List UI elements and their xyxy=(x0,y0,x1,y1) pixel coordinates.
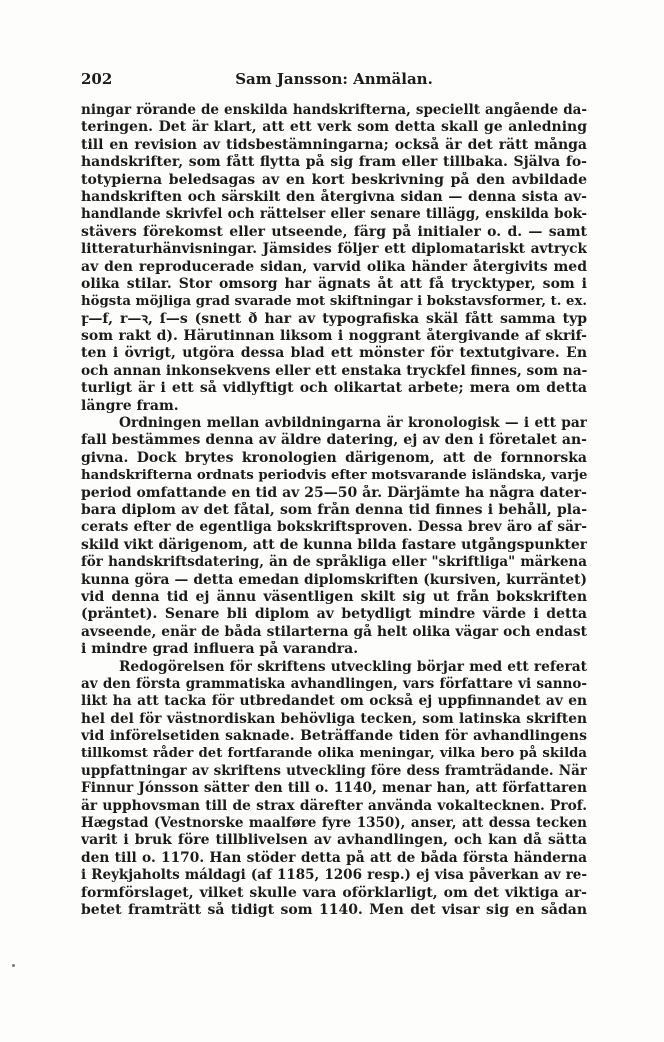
text-line: handlande skrivfel och rättelser eller senare tillägg, enskilda bok- xyxy=(81,206,587,223)
text-line: turligt är i ett så vidlyftigt och olikartat arbete; mera om detta xyxy=(81,380,587,397)
body-text xyxy=(81,102,587,919)
text-line: som rakt d). Härutinnan liksom i noggrant återgivande af skrif- xyxy=(81,328,587,345)
text-line: betet framträtt så tidigt som 1140. Men det visar sig en sådan xyxy=(81,901,587,918)
text-line: i mindre grad influera på varandra. xyxy=(81,641,359,658)
scan-speck xyxy=(12,964,15,967)
text-line: varit i bruk före tillblivelsen av avhandlingen, och kan då sätta xyxy=(81,832,587,849)
text-line: hel del för västnordiskan behövliga tecken, som latinska skriften xyxy=(81,710,587,727)
text-line: bara diplom av det fåtal, som från denna tid finnes i behåll, pla- xyxy=(81,501,587,518)
text-line: likt ha att tacka för utbredandet om också ej uppfinnandet av en xyxy=(81,693,587,710)
text-line: Finnur Jónsson sätter den till o. 1140, menar han, att författaren xyxy=(81,780,587,797)
text-line: ningar rörande de enskilda handskrifterna, speciellt angående da- xyxy=(81,102,587,118)
text-line: vid införelsetiden saknade. Beträffande tiden för avhandlingens xyxy=(81,728,587,745)
text-line: fall bestämmes denna av äldre datering, ej av den i företalet an- xyxy=(81,432,587,449)
text-line: teringen. Det är klart, att ett verk som detta skall ge anledning xyxy=(81,119,587,136)
text-line: för handskriftsdatering, än de språkliga eller "skriftliga" märkena xyxy=(81,554,587,571)
text-line: period omfattande en tid av 25—50 år. Därjämte ha några dater- xyxy=(81,484,587,501)
text-line: ꝼ—f, r—ꝛ, ſ—s (snett ð har av typografiska skäl fått samma typ xyxy=(81,310,587,327)
text-line: (präntet). Senare bli diplom av betydligt mindre värde i detta xyxy=(81,606,587,623)
text-line: i Reykjaholts máldagi (af 1185, 1206 resp.) ej visa påverkan av re- xyxy=(81,867,587,884)
page-header xyxy=(81,70,587,92)
text-line: och annan inkonsekvens eller ett enstaka tryckfel finnes, som na- xyxy=(81,362,587,379)
text-line: handskrifterna ordnats periodvis efter motsvarande isländska, varje xyxy=(81,468,587,484)
text-line: handskrifter, som fått flytta på sig fram eller tillbaka. Själva fo- xyxy=(81,154,587,171)
text-line: av den reproducerade sidan, varvid olika händer återgivits med xyxy=(81,258,587,275)
text-line: avseende, enär de båda stilarterna gå helt olika vägar och endast xyxy=(81,623,587,640)
text-line: kunna göra — detta emedan diplomskriften (kursiven, kurräntet) xyxy=(81,571,587,588)
text-line: tillkomst råder det fortfarande olika meningar, vilka bero på skilda xyxy=(81,746,587,762)
text-line: Redogörelsen för skriftens utveckling börjar med ett referat xyxy=(119,658,587,675)
text-line: cerats efter de egentliga bokskriftsproven. Dessa brev äro af sär- xyxy=(81,519,587,536)
text-line: handskriften och särskilt den återgivna sidan — denna sista av- xyxy=(81,188,587,205)
text-line: vid denna tid ej ännu väsentligen skilt sig ut från bokskriften xyxy=(81,588,587,605)
text-line: uppfattningar av skriftens utveckling före dess framträdande. När xyxy=(81,762,587,779)
text-line: är upphovsman till de strax därefter använda vokaltecknen. Prof. xyxy=(81,797,587,814)
text-line: litteraturhänvisningar. Jämsides följer ett diplomatariskt avtryck xyxy=(81,241,587,258)
text-line: till en revision av tidsbestämningarna; också är det rätt många xyxy=(81,136,587,153)
text-line: stävers förekomst eller utseende, färg på initialer o. d. — samt xyxy=(81,223,587,240)
text-line: olika stilar. Stor omsorg har ägnats åt att få trycktyper, som i xyxy=(81,275,587,292)
text-line: av den första grammatiska avhandlingen, vars författare vi sanno- xyxy=(81,675,587,692)
text-line: högsta möjliga grad svarade mot skiftningar i bokstavsformer, t. ex. xyxy=(81,294,587,310)
text-line: skild vikt därigenom, att de kunna bilda fastare utgångspunkter xyxy=(81,536,587,553)
text-line: totypierna beledsagas av en kort beskrivning på den avbildade xyxy=(81,171,587,188)
text-line: Hægstad (Vestnorske maalføre fyre 1350), anser, att dessa tecken xyxy=(81,815,587,832)
text-line: längre fram. xyxy=(81,397,179,414)
text-line: formförslaget, vilket skulle vara oförklarligt, om det viktiga ar- xyxy=(81,884,587,901)
text-line: Ordningen mellan avbildningarna är kronologisk — i ett par xyxy=(119,415,587,432)
page-number: 202 xyxy=(81,70,113,88)
text-line: ten i övrigt, utgöra dessa blad ett mönster för textutgivare. En xyxy=(81,345,587,362)
running-head: Sam Jansson: Anmälan. xyxy=(235,70,433,88)
text-line: givna. Dock brytes kronologien därigenom, att de fornnorska xyxy=(81,449,587,466)
text-line: den till o. 1170. Han stöder detta på att de båda första händerna xyxy=(81,849,587,866)
